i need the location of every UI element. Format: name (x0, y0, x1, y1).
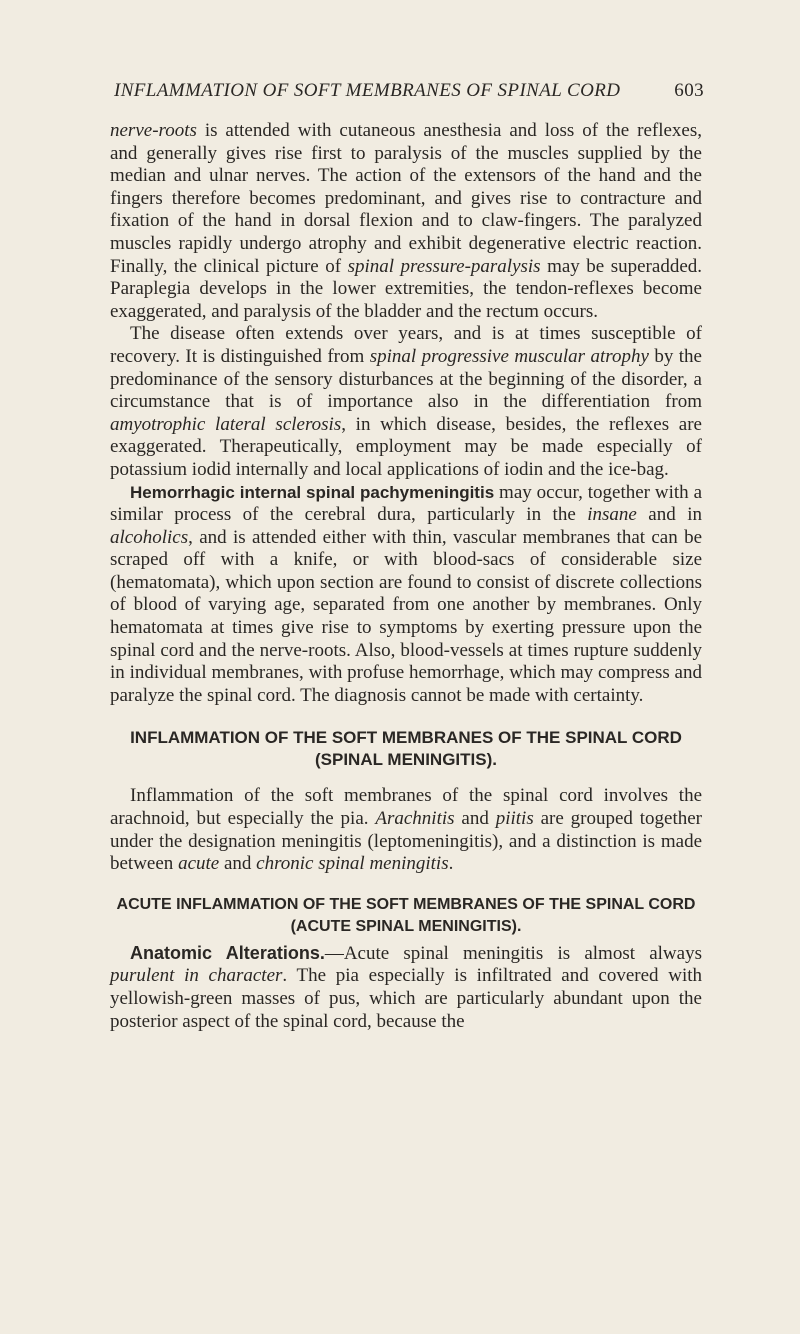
paragraph-soft-membranes: Inflammation of the soft membranes of the spinal cord involves the arachnoid, but especially the pia. Arachnitis and piitis are grouped together under the designation meningitis (leptomeningitis), and a distinction is made between acute and chronic spinal meningitis. (110, 785, 702, 875)
emphasis: piitis (495, 808, 534, 830)
emphasis: chronic spinal meningitis (256, 853, 449, 875)
paragraph-pachymeningitis: Hemorrhagic internal spinal pachymeningitis may occur, together with a similar process of the cerebral dura, particularly in the insane and in alcoholics, and is attended either with thin, vascular membranes that can be scraped off with a knife, or with blood-sacs of considerable size (hematomata), which upon section are found to consist of discrete collections of blood of varying age, separated from one another by membranes. Only hematomata at times give rise to symptoms by exerting pressure upon the spinal cord and the nerve-roots. Also, blood-vessels at times rupture suddenly in individual membranes, with profuse hemorrhage, which may compress and paralyze the spinal cord. The diagnosis cannot be made with certainty. (110, 481, 703, 706)
emphasis: purulent in character (110, 965, 283, 987)
paragraph-disease-course: The disease often extends over years, and is at times susceptible of recovery. It is distinguished from spinal progressive muscular atrophy by the predominance of the sensory disturbances at the beginning of the disorder, a circumstance that is of importance also in the differentiation from amyotrophic lateral sclerosis, in which disease, besides, the reflexes are exaggerated. Therapeutically, employment may be made especially of potassium iodid internally and local applications of iodin and the ice-bag. (110, 323, 702, 480)
paragraph-nerve-roots: nerve-roots is attended with cutaneous anesthesia and loss of the reflexes, and generally gives rise first to paralysis of the muscles supplied by the median and ulnar nerves. The action of the extensors of the hand and the fingers therefore becomes predominant, and gives rise to contracture and fixation of the hand in dorsal flexion and to claw-fingers. The paralyzed muscles rapidly undergo atrophy and exhibit degenerative electric reaction. Finally, the clinical picture of spinal pressure-paralysis may be superadded. Paraplegia develops in the lower extremities, the tendon-reflexes become exaggerated, and paralysis of the bladder and the rectum occurs. (110, 120, 703, 322)
emphasis: insane (587, 504, 637, 526)
running-head-title: INFLAMMATION OF SOFT MEMBRANES OF SPINAL CORD (114, 80, 621, 101)
section-heading-spinal-meningitis: INFLAMMATION OF THE SOFT MEMBRANES OF THE SPINAL CORD (SPINAL MENINGITIS). (130, 728, 682, 770)
running-head (114, 80, 704, 102)
emphasis: amyotrophic lateral sclerosis (110, 413, 342, 435)
emphasis: acute (178, 853, 220, 875)
emphasis: spinal pressure-paralysis (347, 255, 541, 277)
emphasis: nerve-roots (110, 120, 197, 141)
emphasis: spinal progressive muscular atrophy (369, 345, 649, 367)
page-body (110, 120, 702, 1033)
section-heading-acute-meningitis: ACUTE INFLAMMATION OF THE SOFT MEMBRANES OF THE SPINAL CORD (ACUTE SPINAL MENINGITIS). (116, 895, 696, 935)
paragraph-anatomic-alterations: Anatomic Alterations.—Acute spinal meningitis is almost always purulent in character. The pia especially is infiltrated and covered with yellowish-green masses of pus, which are particularly abundant upon the posterior aspect of the spinal cord, because the (110, 942, 703, 1032)
emphasis: alcoholics (110, 526, 189, 548)
emphasis: Arachnitis (375, 808, 455, 830)
page-number: 603 (674, 80, 704, 101)
bold-term: Hemorrhagic internal spinal pachymeningitis (130, 482, 495, 502)
subheading: Anatomic Alterations. (130, 942, 325, 963)
